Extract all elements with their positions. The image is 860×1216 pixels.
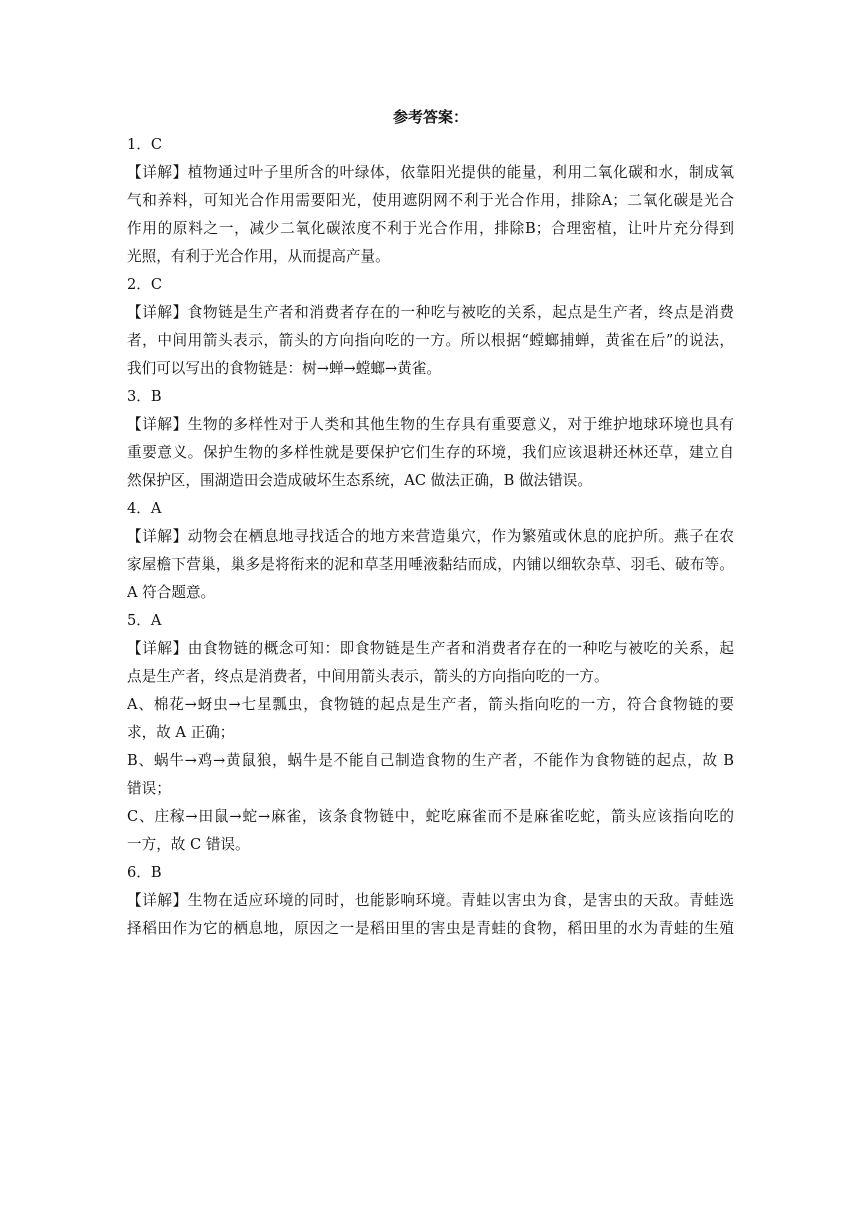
text-line: 然保护区，围湖造田会造成破坏生态系统，AC 做法正确，B 做法错误。 [127,472,592,489]
text-line: 光照，有利于光合作用，从而提高产量。 [127,248,390,265]
text-line: 一方，故 C 错误。 [127,836,250,853]
text-line: 作用的原料之一，减少二氧化碳浓度不利于光合作用，排除B；合理密植，让叶片充分得到 [127,220,734,237]
explanation-paragraph [127,411,734,495]
answer-number: 5．A [127,612,162,629]
option-analysis-b [127,747,734,803]
page-title: 参考答案： [392,108,468,126]
text-line: C、庄稼→田鼠→蛇→麻雀，该条食物链中，蛇吃麻雀而不是麻雀吃蛇，箭头应该指向吃的 [127,808,734,825]
explanation-paragraph [127,887,734,943]
option-analysis-a [127,691,734,747]
text-line: A、棉花→蚜虫→七星瓢虫，食物链的起点是生产者，箭头指向吃的一方，符合食物链的要 [127,696,734,713]
text-line: 【详解】生物的多样性对于人类和其他生物的生存具有重要意义，对于维护地球环境也具有 [127,416,734,433]
explanation-paragraph [127,159,734,271]
answer-number: 4．A [127,500,162,517]
text-line: B、蜗牛→鸡→黄鼠狼，蜗牛是不能自己制造食物的生产者，不能作为食物链的起点，故 B [127,752,734,769]
text-line: 【详解】动物会在栖息地寻找适合的地方来营造巢穴，作为繁殖或休息的庇护所。燕子在农 [127,528,734,545]
text-line: A 符合题意。 [127,584,216,601]
answer-number: 2．C [127,276,163,293]
answer-number: 3．B [127,388,162,405]
text-line: 点是生产者，终点是消费者，中间用箭头表示，箭头的方向指向吃的一方。 [127,668,609,685]
text-line: 求，故 A 正确； [127,724,235,741]
text-line: 【详解】生物在适应环境的同时，也能影响环境。青蛙以害虫为食，是害虫的天敌。青蛙选 [127,892,734,909]
text-line: 【详解】食物链是生产者和消费者存在的一种吃与被吃的关系，起点是生产者，终点是消费 [127,304,734,321]
text-line: 择稻田作为它的栖息地，原因之一是稻田里的害虫是青蛙的食物，稻田里的水为青蛙的生殖 [127,920,734,937]
text-line: 气和养料，可知光合作用需要阳光，使用遮阴网不利于光合作用，排除A；二氧化碳是光合 [127,192,734,209]
explanation-paragraph [127,523,734,607]
text-line: 错误； [127,780,171,797]
text-line: 家屋檐下营巢，巢多是将衔来的泥和草茎用唾液黏结而成，内铺以细软杂草、羽毛、破布等。 [127,556,734,573]
option-analysis-c [127,803,734,859]
text-line: 重要意义。保护生物的多样性就是要保护它们生存的环境，我们应该退耕还林还草，建立自 [127,444,734,461]
answer-key-content [127,103,734,943]
explanation-paragraph [127,299,734,383]
answer-number: 6．B [127,864,162,881]
text-line: 者，中间用箭头表示，箭头的方向指向吃的一方。所以根据“螳螂捕蝉，黄雀在后”的说法， [127,332,734,349]
explanation-paragraph [127,635,734,691]
text-line: 我们可以写出的食物链是：树→蝉→螳螂→黄雀。 [127,360,441,377]
answer-number: 1．C [127,136,163,153]
text-line: 【详解】由食物链的概念可知：即食物链是生产者和消费者存在的一种吃与被吃的关系，起 [127,640,734,657]
text-line: 【详解】植物通过叶子里所含的叶绿体，依靠阳光提供的能量，利用二氧化碳和水，制成氧 [127,164,734,181]
